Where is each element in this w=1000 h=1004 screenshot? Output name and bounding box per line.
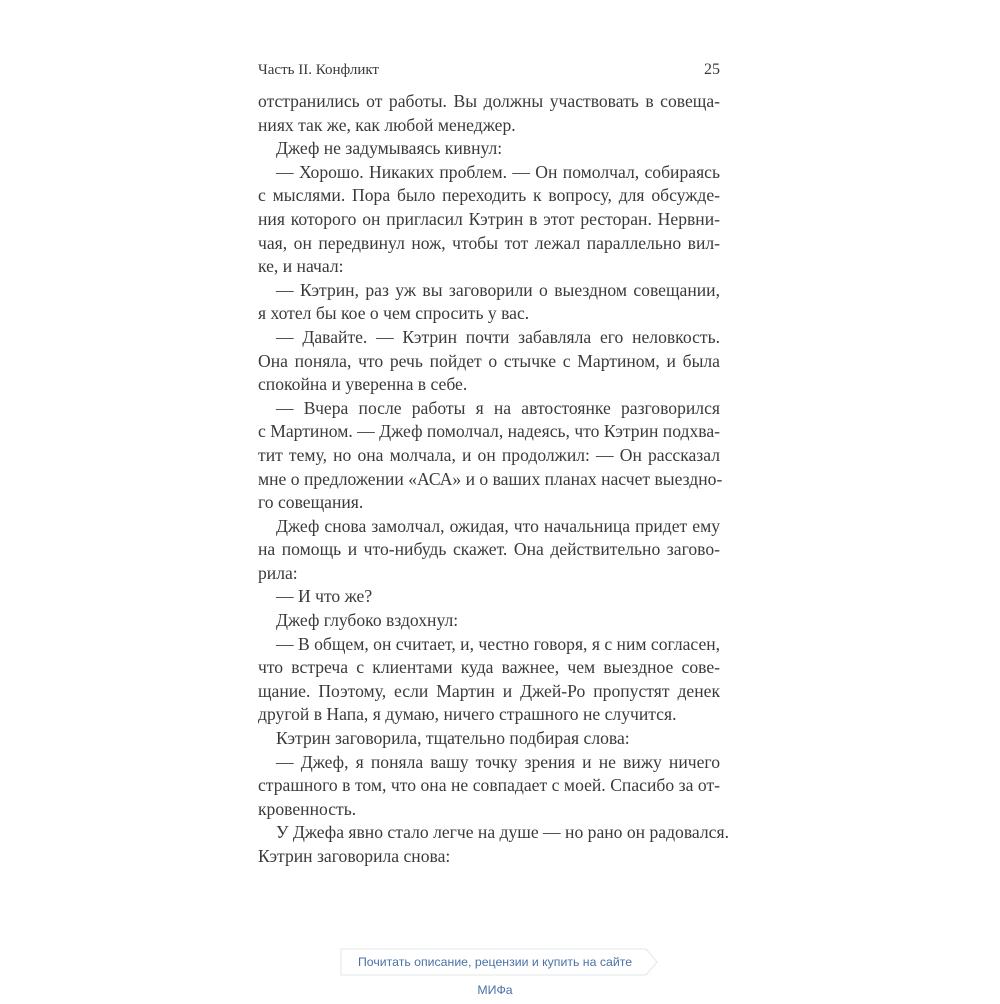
text-line: щание. Поэтому, если Мартин и Джей-Ро пропустят денек <box>258 680 720 701</box>
text-line: что встреча с клиентами куда важнее, чем выездное сове- <box>258 657 720 678</box>
text-line: с Мартином. — Джеф помолчал, надеясь, что Кэтрин подхва- <box>258 421 721 442</box>
text-line: ния которого он пригласил Кэтрин в этот ресторан. Нервни- <box>258 208 720 229</box>
body-text <box>258 90 729 869</box>
text-line: го совещания. <box>258 492 364 513</box>
text-line: на помощь и что-нибудь скажет. Она действительно загово- <box>258 539 720 560</box>
page-number: 25 <box>704 61 720 78</box>
text-line: — В общем, он считает, и, честно говоря, я с ним согласен, <box>276 633 721 654</box>
text-line: отстранились от работы. Вы должны участвовать в совеща- <box>258 91 720 111</box>
text-line: — Джеф, я поняла вашу точку зрения и не вижу ничего <box>276 751 720 772</box>
text-line: мне о предложении «АСА» и о ваших планах насчет выездно- <box>258 468 723 489</box>
text-line: У Джефа явно стало легче на душе — но рано он радовался. <box>276 822 729 843</box>
text-line: тит тему, но она молчала, и он продолжил: — Он рассказал <box>258 444 720 465</box>
buy-on-mif-link[interactable]: Почитать описание, рецензии и купить на сайте МИФа <box>357 955 633 997</box>
book-page <box>258 58 729 869</box>
text-line: с мыслями. Пора было переходить к вопросу, для обсужде- <box>258 185 720 206</box>
text-line: чая, он передвинул нож, чтобы тот лежал параллельно вил- <box>258 232 720 253</box>
text-line: — Хорошо. Никаких проблем. — Он помолчал, собираясь <box>276 161 720 182</box>
text-line: — Вчера после работы я на автостоянке разговорился <box>276 397 720 418</box>
text-line: я хотел бы кое о чем спросить у вас. <box>258 303 530 324</box>
text-line: ниях так же, как любой менеджер. <box>258 114 516 135</box>
text-line: Она поняла, что речь пойдет о стычке с Мартином, и была <box>258 350 720 371</box>
text-line: спокойна и уверенна в себе. <box>258 374 468 395</box>
text-line: ке, и начал: <box>258 256 344 277</box>
text-line: Кэтрин заговорила снова: <box>258 846 451 866</box>
text-line: — Давайте. — Кэтрин почти забавляла его неловкость. <box>276 326 720 347</box>
text-line: рила: <box>258 562 298 583</box>
text-line: страшного в том, что она не совпадает с моей. Спасибо за от- <box>258 775 720 796</box>
text-line: Джеф снова замолчал, ожидая, что начальница придет ему <box>276 515 720 536</box>
text-line: — И что же? <box>276 586 373 607</box>
text-line: — Кэтрин, раз уж вы заговорили о выездном совещании, <box>276 279 720 300</box>
buy-on-mif-banner[interactable] <box>340 948 658 997</box>
text-line: другой в Напа, я думаю, ничего страшного не случится. <box>258 704 677 725</box>
text-line: кровенность. <box>258 798 357 819</box>
running-head <box>258 58 720 82</box>
text-line: Джеф не задумываясь кивнул: <box>276 138 503 159</box>
text-line: Кэтрин заговорила, тщательно подбирая слова: <box>276 728 630 749</box>
text-line: Джеф глубоко вздохнул: <box>276 610 459 631</box>
section-title: Часть II. Конфликт <box>258 62 379 78</box>
